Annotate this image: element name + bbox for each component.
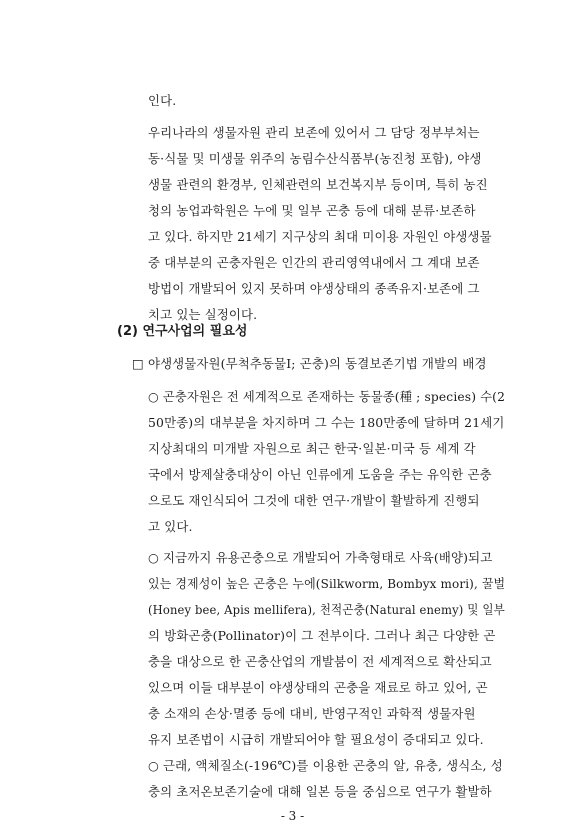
bullet-1-line: ○ 곤충자원은 전 세계적으로 존재하는 동물종(種 ; species) 수(2 <box>148 389 506 404</box>
bullet-1-line: 50만종)의 대부분을 차지하며 그 수는 180만종에 달하며 21세기 <box>148 415 505 430</box>
paragraph-1-line: 동·식물 및 미생물 위주의 농림수산식품부(농진청 포함), 야생 <box>148 151 482 166</box>
subsection-heading: □ 야생생물자원(무척추동물Ⅰ; 곤충)의 동결보존기법 개발의 배경 <box>132 356 487 371</box>
bullet-1-line: 국에서 방제살충대상이 아닌 인류에게 도움을 주는 유익한 곤충 <box>148 467 492 482</box>
page-number: - 3 - <box>280 809 305 823</box>
paragraph-1-line: 우리나라의 생물자원 관리 보존에 있어서 그 담당 정부부처는 <box>148 125 480 140</box>
bullet-2-line: (Honey bee, Apis mellifera), 천적곤충(Natural enemy) 및 일부 <box>148 602 505 617</box>
paragraph-1-line: 고 있다. 하지만 21세기 지구상의 최대 미이용 자원인 야생생물 <box>148 229 492 244</box>
bullet-3-line: ○ 근래, 액체질소(-196℃)를 이용한 곤충의 알, 유충, 생식소, 성 <box>148 758 503 773</box>
bullet-2-line: 충을 대상으로 한 곤충산업의 개발붐이 전 세계적으로 확산되고 <box>148 654 492 669</box>
bullet-1-line: 으로도 재인식되어 그것에 대한 연구·개발이 활발하게 진행되 <box>148 493 480 508</box>
bullet-3-line: 충의 초저온보존기술에 대해 일본 등을 중심으로 연구가 활발하 <box>148 784 492 799</box>
intro-tail-text: 인다. <box>148 93 177 108</box>
paragraph-1-line: 청의 농업과학원은 누에 및 일부 곤충 등에 대해 분류·보존하 <box>148 203 476 218</box>
section-heading: (2) 연구사업의 필요성 <box>117 324 248 339</box>
bullet-2-line: 있는 경제성이 높은 곤충은 누에(Silkworm, Bombyx mori), 꿀벌 <box>148 576 506 591</box>
paragraph-1-line: 방법이 개발되어 있지 못하며 야생상태의 종족유지·보존에 그 <box>148 281 480 296</box>
bullet-2-line: 의 방화곤충(Pollinator)이 그 전부이다. 그러나 최근 다양한 곤 <box>148 628 496 643</box>
bullet-2-line: ○ 지금까지 유용곤충으로 개발되어 가축형태로 사육(배양)되고 <box>148 550 493 565</box>
bullet-2-line: 충 소재의 손상·멸종 등에 대비, 반영구적인 과학적 생물자원 <box>148 706 476 721</box>
bullet-1-line: 고 있다. <box>148 519 193 534</box>
bullet-1-line: 지상최대의 미개발 자원으로 최근 한국·일본·미국 등 세계 각 <box>148 441 476 456</box>
paragraph-1-line: 생물 관련의 환경부, 인체관련의 보건복지부 등이며, 특히 농진 <box>148 177 488 192</box>
bullet-2-line: 있으며 이들 대부분이 야생상태의 곤충을 재료로 하고 있어, 곤 <box>148 680 488 695</box>
paragraph-1-line: 치고 있는 실정이다. <box>148 307 258 322</box>
paragraph-1-line: 중 대부분의 곤충자원은 인간의 관리영역내에서 그 계대 보존 <box>148 255 480 270</box>
bullet-2-line: 유지 보존법이 시급히 개발되어야 할 필요성이 증대되고 있다. <box>148 732 484 747</box>
